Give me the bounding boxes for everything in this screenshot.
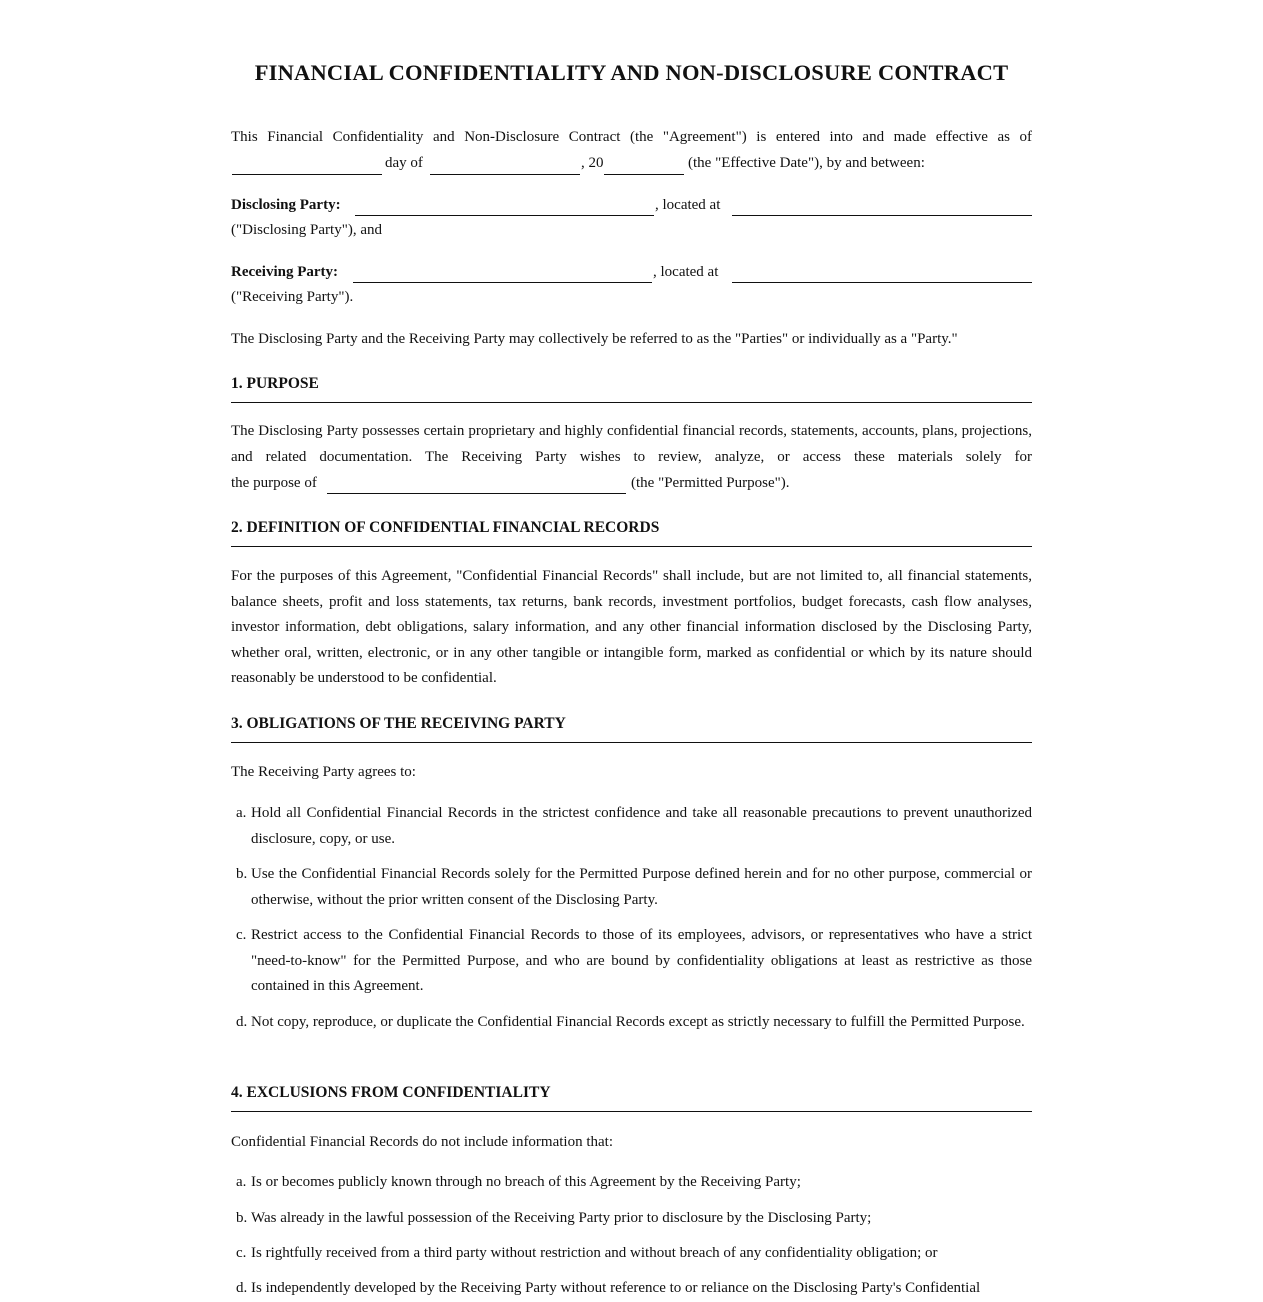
list-item (231, 1241, 1032, 1267)
section-1-text: The Disclosing Party possesses certain proprietary and highly confidential financial records, statements, accounts, plans, projections, and related documentation. The Receiving Party wishes to review, analyze, or access these materials solely for (231, 423, 1032, 465)
permitted-purpose-text: (the "Permitted Purpose"). (631, 475, 790, 491)
list-item (231, 1170, 1032, 1196)
day-blank[interactable] (232, 174, 382, 175)
receiving-located-at: , located at (653, 264, 719, 280)
list-item (231, 1010, 1032, 1036)
disclosing-located-at: , located at (655, 197, 721, 213)
list-item (231, 923, 1032, 1000)
list-item (231, 801, 1032, 852)
list-item-text: Is independently developed by the Receiving Party without reference to or reliance on the Disclosing Party's Confidential (251, 1280, 981, 1296)
disclosing-party-address-blank[interactable] (732, 215, 1032, 216)
list-marker: a. (236, 805, 247, 821)
section-1-heading: 1. PURPOSE (231, 374, 1032, 403)
receiving-party-name-blank[interactable] (353, 282, 652, 283)
year-blank[interactable] (604, 174, 684, 175)
intro-line-1: This Financial Confidentiality and Non-Disclosure Contract (the "Agreement") is entered into and made effective as of (231, 129, 1032, 145)
disclosing-party-name-blank[interactable] (355, 215, 654, 216)
list-item (231, 1206, 1032, 1232)
list-marker: b. (236, 866, 248, 882)
receiving-party-address-blank[interactable] (732, 282, 1032, 283)
month-blank[interactable] (430, 174, 580, 175)
section-3-lead: The Receiving Party agrees to: (231, 764, 416, 780)
list-item-text: Restrict access to the Confidential Financial Records to those of its employees, advisors, or representatives who have a strict "need-to-know" for the Permitted Purpose, and who are bound by confidentiality obligations at least as restrictive as those contained in this Agreement. (251, 927, 1032, 994)
list-item-text: Is rightfully received from a third party without restriction and without breach of any confidentiality obligation; or (251, 1245, 938, 1261)
section-4-lead: Confidential Financial Records do not include information that: (231, 1134, 614, 1150)
section-2-text: For the purposes of this Agreement, "Confidential Financial Records" shall include, but are not limited to, all financial statements, balance sheets, profit and loss statements, tax returns, bank records, investment portfolios, budget forecasts, cash flow analyses, investor information, debt obligations, salary information, and any other financial information disclosed by the Disclosing Party, whether oral, written, electronic, or in any other tangible or intangible form, marked as confidential or which by its nature should reasonably be understood to be confidential. (231, 568, 1032, 686)
list-marker: d. (236, 1280, 248, 1296)
disclosing-party-label: Disclosing Party: (231, 197, 341, 213)
list-item-text: Hold all Confidential Financial Records in the strictest confidence and take all reasonable precautions to prevent unauthorized disclosure, copy, or use. (251, 805, 1032, 847)
list-item (231, 1276, 1032, 1302)
list-marker: d. (236, 1014, 248, 1030)
effective-date-text: (the "Effective Date"), by and between: (688, 155, 925, 171)
disclosing-party-suffix: ("Disclosing Party"), and (231, 222, 382, 238)
section-4-heading: 4. EXCLUSIONS FROM CONFIDENTIALITY (231, 1083, 1032, 1112)
list-marker: c. (236, 927, 247, 943)
list-marker: a. (236, 1174, 247, 1190)
list-item-text: Was already in the lawful possession of the Receiving Party prior to disclosure by the Disclosing Party; (251, 1210, 872, 1226)
document-title: FINANCIAL CONFIDENTIALITY AND NON-DISCLOSURE CONTRACT (254, 60, 1009, 85)
list-item (231, 862, 1032, 913)
section-3-heading: 3. OBLIGATIONS OF THE RECEIVING PARTY (231, 714, 1032, 743)
list-item-text: Use the Confidential Financial Records solely for the Permitted Purpose defined herein and for no other purpose, commercial or otherwise, without the prior written consent of the Disclosing Party. (251, 866, 1032, 908)
list-marker: c. (236, 1245, 247, 1261)
list-marker: b. (236, 1210, 248, 1226)
comma-20-text: , 20 (581, 155, 604, 171)
permitted-purpose-blank[interactable] (327, 493, 626, 494)
receiving-party-suffix: ("Receiving Party"). (231, 289, 354, 305)
list-item-text: Is or becomes publicly known through no breach of this Agreement by the Receiving Party; (251, 1174, 801, 1190)
purpose-of-text: the purpose of (231, 475, 317, 491)
receiving-party-label: Receiving Party: (231, 264, 339, 280)
parties-note: The Disclosing Party and the Receiving Party may collectively be referred to as the "Parties" or individually as a "Party." (231, 331, 958, 347)
day-of-text: day of (385, 155, 423, 171)
section-2-heading: 2. DEFINITION OF CONFIDENTIAL FINANCIAL RECORDS (231, 518, 1032, 547)
list-item-text: Not copy, reproduce, or duplicate the Confidential Financial Records except as strictly necessary to fulfill the Permitted Purpose. (251, 1014, 1025, 1030)
